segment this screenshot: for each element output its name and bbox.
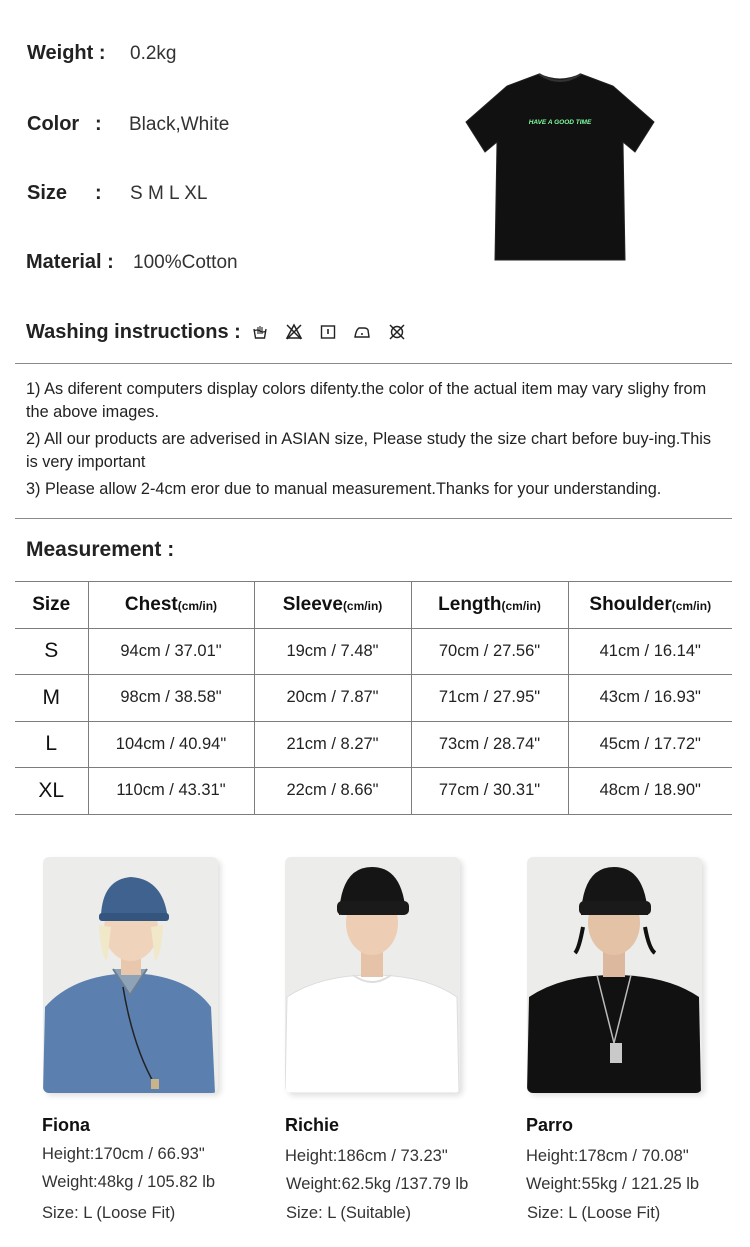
tshirt-shape	[466, 74, 654, 260]
weight-value: 0.2kg	[130, 43, 177, 64]
cell-length: 70cm / 27.56"	[411, 628, 568, 675]
measurement-title: Measurement :	[26, 538, 175, 561]
do-not-dryclean-icon	[388, 323, 406, 341]
divider-top	[15, 363, 732, 364]
header-shoulder: Shoulder(cm/in)	[568, 582, 732, 629]
material-label: Material :	[26, 251, 114, 273]
cell-sleeve: 22cm / 8.66"	[254, 768, 411, 815]
hand-wash-icon	[251, 323, 269, 341]
cell-sleeve: 20cm / 7.87"	[254, 675, 411, 722]
tshirt-print-text: HAVE A GOOD TIME	[528, 119, 592, 126]
cell-size: M	[15, 675, 88, 722]
washing-label: Washing instructions :	[26, 321, 241, 343]
model-height-parro: Height:178cm / 70.08"	[526, 1147, 689, 1165]
size-label: Size	[27, 182, 68, 204]
header-sleeve: Sleeve(cm/in)	[254, 582, 411, 629]
model-height-fiona: Height:170cm / 66.93"	[42, 1145, 205, 1163]
color-label: Color	[27, 113, 80, 135]
cell-length: 77cm / 30.31"	[411, 768, 568, 815]
size-chart-table	[15, 581, 732, 815]
material-value: 100%Cotton	[133, 252, 238, 273]
table-row	[15, 721, 732, 768]
cell-length: 73cm / 28.74"	[411, 721, 568, 768]
header-size: Size	[15, 582, 88, 629]
note-2: 2) All our products are adverised in ASIAN size, Please study the size chart before buy-ing.This is very important	[26, 430, 712, 471]
model-photo-richie	[285, 857, 460, 1093]
notes-block	[26, 378, 726, 505]
model-name-parro: Parro	[526, 1115, 574, 1135]
table-row	[15, 628, 732, 675]
cell-length: 71cm / 27.95"	[411, 675, 568, 722]
cell-sleeve: 19cm / 7.48"	[254, 628, 411, 675]
product-tshirt-image	[463, 70, 658, 266]
table-row	[15, 768, 732, 815]
header-chest: Chest(cm/in)	[88, 582, 254, 629]
cell-shoulder: 41cm / 16.14"	[568, 628, 732, 675]
model-size-parro: Size: L (Loose Fit)	[527, 1204, 661, 1222]
model-height-richie: Height:186cm / 73.23"	[285, 1147, 448, 1165]
model-weight-fiona: Weight:48kg / 105.82 lb	[42, 1173, 216, 1191]
color-colon: :	[95, 113, 102, 135]
cell-shoulder: 48cm / 18.90"	[568, 768, 732, 815]
cell-size: XL	[15, 768, 88, 815]
color-value: Black,White	[129, 114, 230, 135]
cell-chest: 94cm / 37.01"	[88, 628, 254, 675]
model-photo-parro	[527, 857, 702, 1093]
size-value: S M L XL	[130, 183, 208, 204]
model-size-fiona: Size: L (Loose Fit)	[42, 1204, 176, 1222]
cell-size: L	[15, 721, 88, 768]
model-size-richie: Size: L (Suitable)	[286, 1204, 412, 1222]
note-3: 3) Please allow 2-4cm eror due to manual measurement.Thanks for your understanding.	[26, 480, 662, 498]
table-row	[15, 675, 732, 722]
model-name-richie: Richie	[285, 1115, 340, 1135]
do-not-bleach-icon	[285, 323, 303, 341]
model-weight-parro: Weight:55kg / 121.25 lb	[526, 1175, 700, 1193]
size-colon: :	[95, 182, 102, 204]
divider-bottom	[15, 518, 732, 519]
model-weight-richie: Weight:62.5kg /137.79 lb	[286, 1175, 469, 1193]
cell-chest: 104cm / 40.94"	[88, 721, 254, 768]
header-length: Length(cm/in)	[411, 582, 568, 629]
note-1: 1) As diferent computers display colors difenty.the color of the actual item may vary slighy from the above images.	[26, 380, 707, 421]
cell-chest: 98cm / 38.58"	[88, 675, 254, 722]
cell-shoulder: 45cm / 17.72"	[568, 721, 732, 768]
table-header-row	[15, 582, 732, 629]
iron-low-icon	[353, 323, 371, 341]
cell-sleeve: 21cm / 8.27"	[254, 721, 411, 768]
drip-dry-icon	[319, 323, 337, 341]
weight-label: Weight :	[27, 42, 106, 64]
cell-size: S	[15, 628, 88, 675]
model-name-fiona: Fiona	[42, 1115, 90, 1135]
model-photo-fiona	[43, 857, 218, 1093]
cell-chest: 110cm / 43.31"	[88, 768, 254, 815]
cell-shoulder: 43cm / 16.93"	[568, 675, 732, 722]
